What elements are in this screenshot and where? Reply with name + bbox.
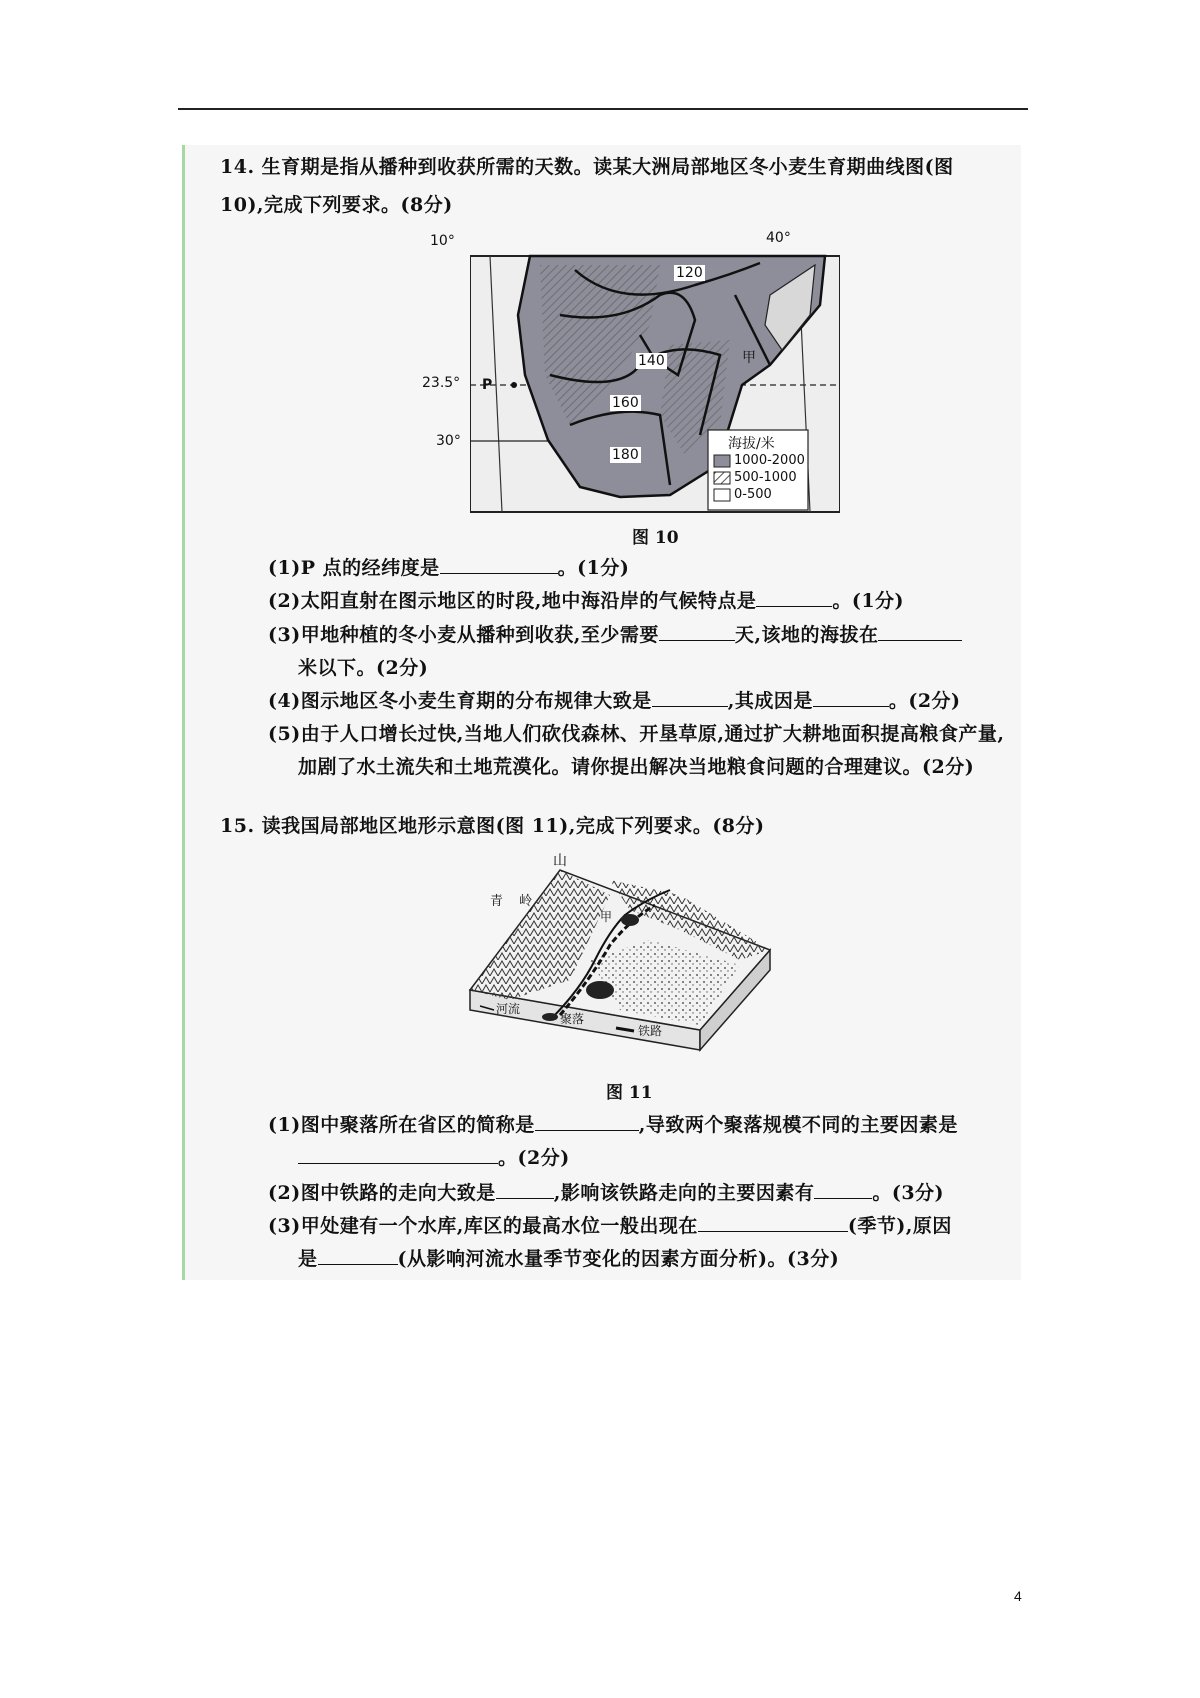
q15-part2-text: (2)图中铁路的走向大致是 [268, 1182, 496, 1204]
lat-30-label: 30° [436, 433, 461, 449]
answer-blank[interactable] [813, 688, 889, 707]
q15-intro: 15. 读我国局部地区地形示意图(图 11),完成下列要求。(8分) [220, 815, 765, 837]
q14-part5-line2: 加剧了水土流失和土地荒漠化。请你提出解决当地粮食问题的合理建议。(2分) [298, 756, 975, 778]
q15-part3-cont-end: (从影响河流水量季节变化的因素方面分析)。(3分) [397, 1248, 840, 1270]
q14-part3-cont: 米以下。(2分) [298, 657, 429, 679]
q14-part2-text: (2)太阳直射在图示地区的时段,地中海沿岸的气候特点是 [268, 590, 757, 612]
isoline-label-140: 140 [638, 353, 665, 369]
page-number: 4 [1014, 1588, 1022, 1604]
legend-settlement-label: 聚落 [560, 1012, 585, 1026]
q14-part5-line1: (5)由于人口增长过快,当地人们砍伐森林、开垦草原,通过扩大耕地面积提高粮食产量, [268, 723, 1005, 745]
lon-40-label: 40° [766, 230, 791, 246]
legend-item-low: 0-500 [734, 487, 772, 502]
lat-23-label: 23.5° [422, 375, 461, 391]
mountain-label: 山 [553, 853, 567, 869]
answer-blank[interactable] [698, 1213, 848, 1232]
answer-blank[interactable] [878, 622, 962, 641]
legend-river-label: 河流 [496, 1002, 521, 1016]
figure-11-terrain [450, 840, 780, 1055]
legend-railway-label: 铁路 [638, 1024, 663, 1038]
terrain-block-diagram [450, 840, 780, 1055]
q14-part3 [268, 620, 962, 647]
q14-part1-end: 。(1分) [557, 557, 630, 579]
q14-intro-line1: 14. 生育期是指从播种到收获所需的天数。读某大洲局部地区冬小麦生育期曲线图(图 [220, 156, 954, 178]
q14-part1 [268, 553, 629, 580]
q15-part2 [268, 1178, 944, 1205]
q15-part3-cont-start: 是 [298, 1248, 318, 1270]
answer-blank[interactable] [652, 688, 728, 707]
q15-part3 [268, 1211, 952, 1238]
q14-part3-mid: 天,该地的海拔在 [734, 624, 879, 646]
header-rule [178, 108, 1028, 110]
isoline-label-160: 160 [612, 395, 639, 411]
q14-part4 [268, 686, 961, 713]
q15-part1 [268, 1110, 958, 1137]
figure-11-caption: 图 11 [606, 1083, 653, 1103]
q14-part4-end: 。(2分) [888, 690, 961, 712]
legend-swatch-high [714, 455, 730, 467]
settlement-small [621, 914, 639, 926]
q14-intro-line2: 10),完成下列要求。(8分) [220, 194, 453, 216]
answer-blank[interactable] [318, 1246, 398, 1265]
legend-swatch-low [714, 489, 730, 501]
lon-10-label: 10° [430, 233, 455, 249]
isoline-label-120: 120 [676, 265, 703, 281]
region-jia-label: 甲 [742, 350, 756, 366]
q15-part3-text: (3)甲处建有一个水库,库区的最高水位一般出现在 [268, 1215, 698, 1237]
place-jia-label: 甲 [600, 910, 613, 924]
mountain-name-label: 青 岭 [490, 894, 539, 909]
q15-part3-mid: (季节),原因 [847, 1215, 952, 1237]
legend-title: 海拔/米 [728, 436, 775, 452]
q15-part1-end: 。(2分) [498, 1147, 570, 1169]
q14-part3-text: (3)甲地种植的冬小麦从播种到收获,至少需要 [268, 624, 659, 646]
q15-part1-text: (1)图中聚落所在省区的简称是 [268, 1114, 535, 1136]
q15-part1-mid: ,导致两个聚落规模不同的主要因素是 [638, 1114, 958, 1136]
answer-blank[interactable] [535, 1112, 639, 1131]
q14-part4-mid: ,其成因是 [727, 690, 813, 712]
q15-part3-cont [298, 1244, 839, 1271]
figure-10-caption: 图 10 [632, 528, 679, 548]
point-p-label: P [482, 377, 493, 393]
q14-part1-text: (1)P 点的经纬度是 [268, 557, 440, 579]
isoline-label-180: 180 [612, 447, 639, 463]
answer-blank[interactable] [440, 555, 558, 574]
q14-part2-end: 。(1分) [832, 590, 905, 612]
answer-blank[interactable] [814, 1180, 872, 1199]
q14-part4-text: (4)图示地区冬小麦生育期的分布规律大致是 [268, 690, 652, 712]
q14-part2 [268, 586, 904, 613]
settlement-large [586, 981, 614, 999]
legend-swatch-mid [714, 472, 730, 484]
q15-part2-mid: ,影响该铁路走向的主要因素有 [553, 1182, 815, 1204]
answer-blank[interactable] [659, 622, 735, 641]
q15-part2-end: 。(3分) [872, 1182, 945, 1204]
point-p-dot [511, 382, 517, 388]
q15-part1-cont [298, 1143, 570, 1170]
answer-blank[interactable] [298, 1145, 498, 1164]
legend-item-mid: 500-1000 [734, 470, 797, 485]
answer-blank[interactable] [496, 1180, 554, 1199]
figure-10-map [422, 225, 840, 515]
legend-settlement-mark [542, 1013, 558, 1021]
answer-blank[interactable] [756, 588, 832, 607]
legend-item-high: 1000-2000 [734, 453, 805, 468]
